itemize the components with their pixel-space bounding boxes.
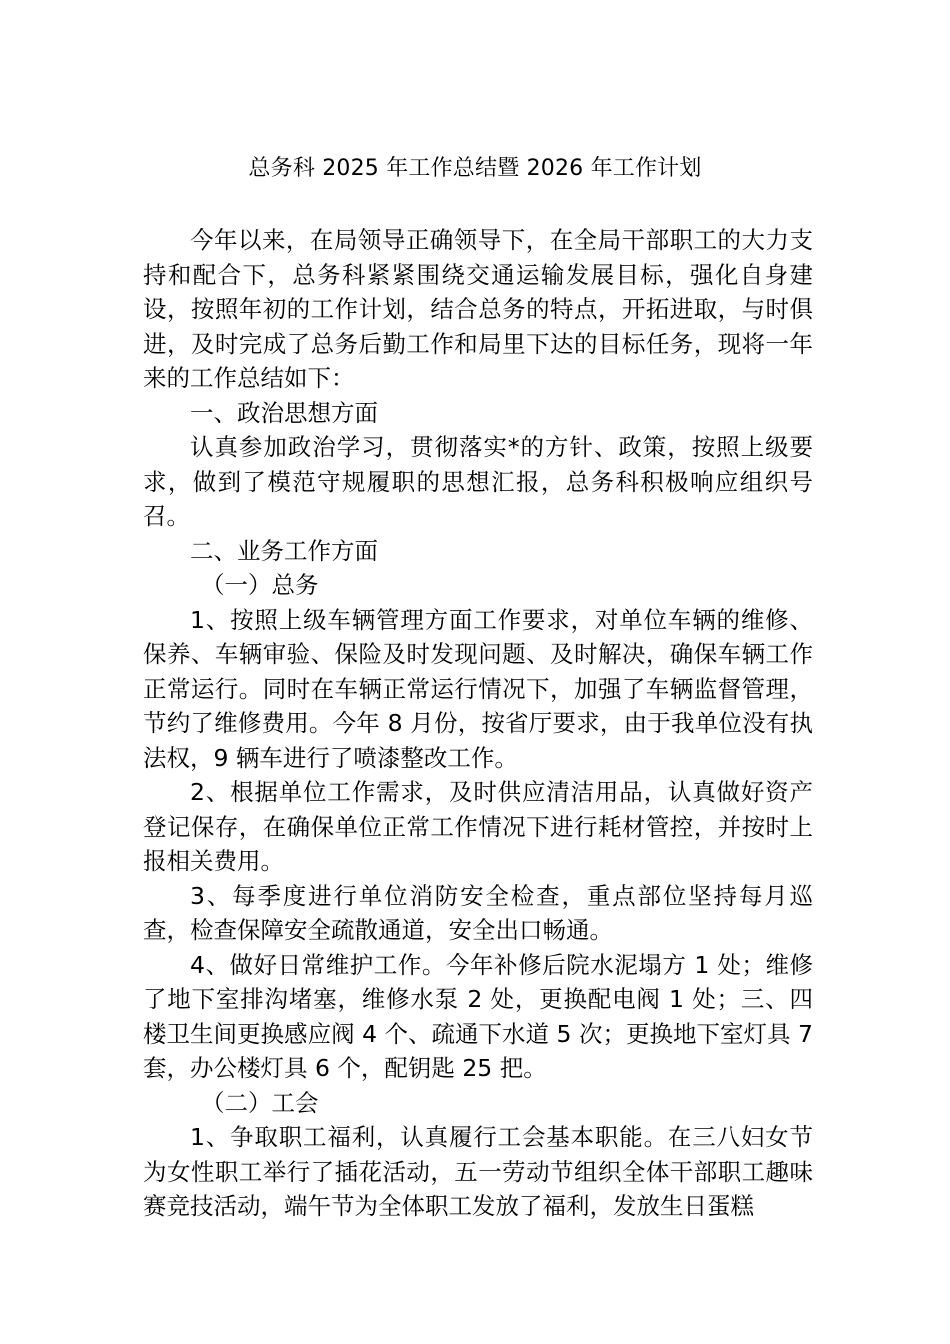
paragraph-item-welfare: 1、争取职工福利，认真履行工会基本职能。在三八妇女节为女性职工举行了插花活动，五一劳动节组织全体干部职工趣味赛竞技活动，端午节为全体职工发放了福利，发放生日蛋糕 [143, 1123, 813, 1220]
subsection-heading-general-affairs: （一）总务 [201, 571, 319, 599]
section-heading-business: 二、业务工作方面 [190, 536, 378, 565]
subsection-heading-union: （二）工会 [201, 1088, 319, 1117]
paragraph-politics: 认真参加政治学习，贯彻落实*的方针、政策，按照上级要求，做到了模范守规履职的思想汇报，总务科积极响应组织号召。 [143, 433, 813, 530]
paragraph-item-supplies: 2、根据单位工作需求，及时供应清洁用品，认真做好资产登记保存，在确保单位正常工作情况下进行耗材管控，并按时上报相关费用。 [143, 778, 813, 875]
section-heading-politics: 一、政治思想方面 [190, 398, 378, 427]
paragraph-item-maintenance: 4、做好日常维护工作。今年补修后院水泥塌方 1 处；维修了地下室排沟堵塞，维修水泵 2 处，更换配电阀 1 处；三、四楼卫生间更换感应阀 4 个、疏通下水道 5 次；更换地下室灯具 7 套，办公楼灯具 6 个，配钥匙 25 把。 [143, 950, 813, 1082]
paragraph-item-vehicles: 1、按照上级车辆管理方面工作要求，对单位车辆的维修、保养、车辆审验、保险及时发现问题、及时解决，确保车辆工作正常运行。同时在车辆正常运行情况下，加强了车辆监督管理，节约了维修费用。今年 8 月份，按省厅要求，由于我单位没有执法权，9 辆车进行了喷漆整改工作。 [143, 605, 813, 772]
document-title: 总务科 2025 年工作总结暨 2026 年工作计划 [248, 156, 702, 181]
document-body [143, 223, 813, 1224]
paragraph-item-fire-safety: 3、每季度进行单位消防安全检查，重点部位坚持每月巡查，检查保障安全疏散通道，安全出口畅通。 [143, 881, 813, 944]
paragraph-intro: 今年以来，在局领导正确领导下，在全局干部职工的大力支持和配合下，总务科紧紧围绕交通运输发展目标，强化自身建设，按照年初的工作计划，结合总务的特点，开拓进取，与时俱进，及时完成了总务后勤工作和局里下达的目标任务，现将一年来的工作总结如下： [143, 226, 813, 392]
